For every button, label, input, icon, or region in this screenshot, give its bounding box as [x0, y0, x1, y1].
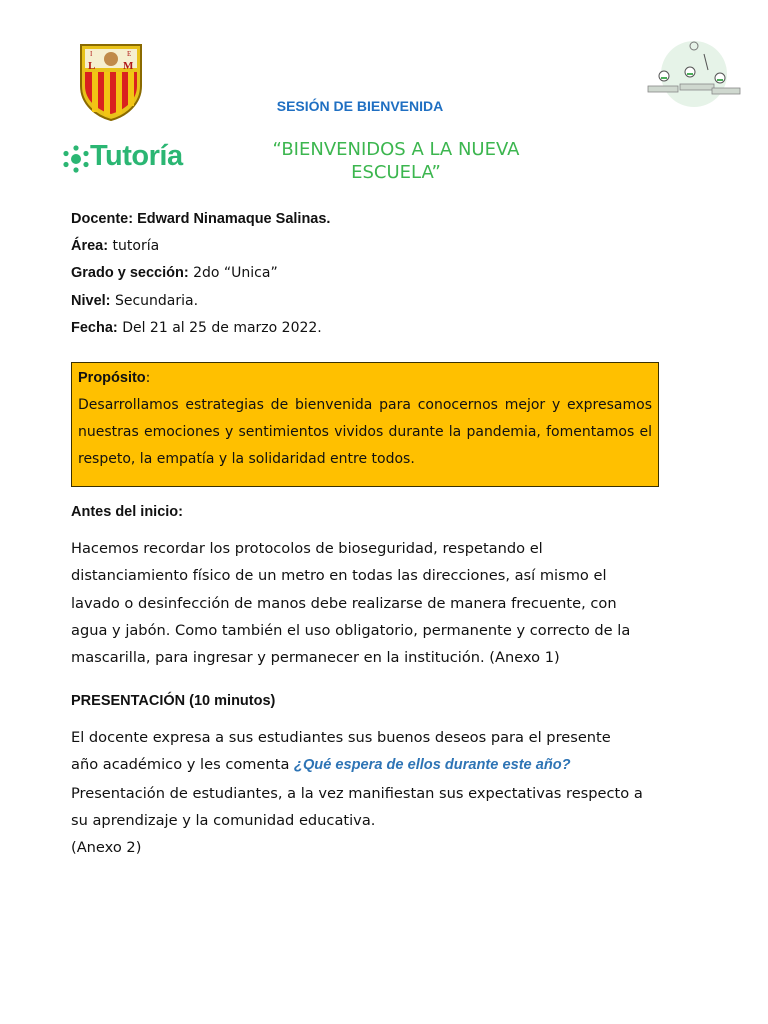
presentacion-line: El docente expresa a sus estudiantes sus buenos deseos para el presente: [71, 729, 611, 746]
fecha-value: Del 21 al 25 de marzo 2022.: [117, 319, 322, 336]
area-row: [71, 233, 691, 260]
nivel-row: [71, 288, 691, 315]
presentacion-line-prefix: año académico y les comenta: [71, 756, 295, 774]
session-title: SESIÓN DE BIENVENIDA: [276, 98, 444, 114]
presentacion-heading: PRESENTACIÓN (10 minutos): [71, 693, 276, 709]
purpose-heading: [78, 365, 652, 392]
grado-value: 2do “Unica”: [188, 265, 278, 282]
school-shield-logo: [78, 42, 144, 122]
tutoria-logo: [62, 140, 183, 180]
classroom-illustration: [642, 40, 744, 108]
antes-heading: Antes del inicio:: [71, 504, 183, 520]
presentacion-line: su aprendizaje y la comunidad educativa.: [71, 811, 376, 829]
docente-label: Docente: Edward Ninamaque Salinas.: [71, 211, 331, 227]
shield-letter-i: I: [90, 50, 93, 58]
session-info: [71, 206, 691, 342]
presentacion-paragraph: [71, 724, 671, 861]
fecha-label: Fecha:: [71, 319, 118, 336]
antes-line: Hacemos recordar los protocolos de bioseguridad, respetando el: [71, 540, 543, 557]
antes-paragraph: [71, 535, 671, 671]
welcome-title: [240, 138, 552, 184]
antes-line: agua y jabón. Como también el uso obligatorio, permanente y correcto de la: [71, 621, 631, 639]
tutoria-dots-icon: [62, 144, 90, 174]
welcome-title-line-2: ESCUELA”: [351, 162, 441, 183]
grado-label: Grado y sección:: [71, 265, 189, 282]
presentacion-line: (Anexo 2): [71, 839, 142, 857]
presentacion-line: Presentación de estudiantes, a la vez manifiestan sus expectativas respecto a: [71, 784, 643, 802]
antes-line: mascarilla, para ingresar y permanecer en la institución. (Anexo 1): [71, 649, 560, 667]
purpose-text: Desarrollamos estrategias de bienvenida para conocernos mejor y expresamos nuestras emociones y sentimientos vividos durante la pandemia, fomentamos el respeto, la empatía y la solidaridad entre todos.: [78, 397, 652, 467]
docente-row: [71, 206, 691, 233]
tutoria-logo-text: Tutoría: [90, 140, 183, 172]
shield-letter-e: E: [127, 50, 132, 58]
fecha-row: [71, 315, 691, 342]
purpose-label: Propósito: [78, 370, 146, 386]
shield-letter-m: M: [123, 60, 134, 72]
purpose-colon: :: [145, 370, 151, 386]
shield-letter-l: L: [88, 60, 96, 72]
antes-line: lavado o desinfección de manos debe realizarse de manera frecuente, con: [71, 594, 617, 612]
nivel-value: Secundaria.: [110, 292, 199, 309]
area-value: tutoría: [108, 238, 160, 255]
welcome-title-line-1: “BIENVENIDOS A LA NUEVA: [272, 139, 520, 160]
grado-row: [71, 260, 691, 287]
nivel-label: Nivel:: [71, 292, 111, 309]
area-label: Área:: [71, 238, 109, 255]
presentacion-line: [71, 751, 671, 779]
question-text: ¿Qué espera de ellos durante este año?: [294, 757, 571, 774]
antes-line: distanciamiento físico de un metro en todas las direcciones, así mismo el: [71, 567, 607, 585]
purpose-box: [71, 362, 659, 487]
